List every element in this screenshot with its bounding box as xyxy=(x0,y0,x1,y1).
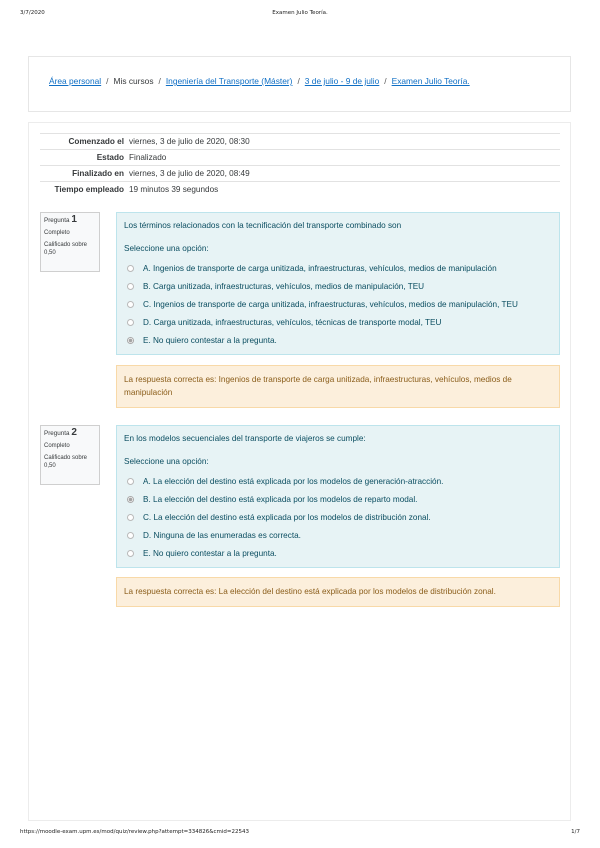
answer-option[interactable] xyxy=(124,526,552,544)
question-info-1 xyxy=(40,212,100,272)
answer-option[interactable] xyxy=(124,472,552,490)
summary-row-finished xyxy=(40,166,560,182)
radio-button[interactable] xyxy=(127,478,134,485)
correct-answer-feedback-2: La respuesta correcta es: La elección del destino está explicada por los modelos de distribución zonal. xyxy=(116,577,560,607)
summary-row-time xyxy=(40,182,560,198)
question-status: Completo xyxy=(44,230,70,236)
answer-option[interactable] xyxy=(124,331,552,349)
option-label: D. Ninguna de las enumeradas es correcta. xyxy=(143,530,301,540)
summary-value: Finalizado xyxy=(129,153,167,162)
answer-prompt: Seleccione una opción: xyxy=(124,244,209,253)
option-label: B. La elección del destino está explicada por los modelos de reparto modal. xyxy=(143,494,418,504)
correct-answer-feedback-1: La respuesta correcta es: Ingenios de transporte de carga unitizada, infraestructuras, vehículos, medios de manipulación xyxy=(116,365,560,408)
answer-prompt: Seleccione una opción: xyxy=(124,457,209,466)
breadcrumb-course-link[interactable]: Ingeniería del Transporte (Máster) xyxy=(165,76,293,86)
summary-row-started xyxy=(40,134,560,150)
answer-option[interactable] xyxy=(124,313,552,331)
breadcrumb-my-courses: Mis cursos xyxy=(113,76,154,86)
print-date: 3/7/2020 xyxy=(20,10,45,16)
answer-option[interactable] xyxy=(124,544,552,562)
question-status: Completo xyxy=(44,443,70,449)
breadcrumb-home-link[interactable]: Área personal xyxy=(49,76,102,86)
radio-button-selected[interactable] xyxy=(127,337,134,344)
print-page-number: 1/7 xyxy=(571,829,580,835)
summary-row-state xyxy=(40,150,560,166)
option-label: D. Carga unitizada, infraestructuras, vehículos, técnicas de transporte modal, TEU xyxy=(143,317,442,327)
print-title: Examen Julio Teoría. xyxy=(272,10,328,16)
question-number: Pregunta 1 xyxy=(44,214,77,225)
radio-button[interactable] xyxy=(127,301,134,308)
option-label: C. La elección del destino está explicada por los modelos de distribución zonal. xyxy=(143,512,431,522)
breadcrumb-panel xyxy=(28,56,571,112)
attempt-summary-table xyxy=(40,133,560,197)
breadcrumb-separator: / xyxy=(384,76,387,86)
radio-button[interactable] xyxy=(127,319,134,326)
print-header xyxy=(0,10,600,18)
radio-button[interactable] xyxy=(127,283,134,290)
question-text: En los modelos secuenciales del transporte de viajeros se cumple: xyxy=(124,434,366,443)
radio-button[interactable] xyxy=(127,550,134,557)
breadcrumb-quiz-link[interactable]: Examen Julio Teoría. xyxy=(391,76,470,86)
answer-option[interactable] xyxy=(124,277,552,295)
option-label: A. Ingenios de transporte de carga unitizada, infraestructuras, vehículos, medios de manipulación xyxy=(143,263,497,273)
answer-option[interactable] xyxy=(124,508,552,526)
summary-value: 19 minutos 39 segundos xyxy=(129,185,219,194)
question-content-2 xyxy=(116,425,560,568)
option-label: A. La elección del destino está explicada por los modelos de generación-atracción. xyxy=(143,476,444,486)
breadcrumb-separator: / xyxy=(297,76,300,86)
question-content-1 xyxy=(116,212,560,355)
question-grade: Calificado sobre 0,50 xyxy=(44,455,88,469)
question-number: Pregunta 2 xyxy=(44,427,77,438)
radio-button[interactable] xyxy=(127,532,134,539)
breadcrumb-separator: / xyxy=(106,76,109,86)
summary-value: viernes, 3 de julio de 2020, 08:30 xyxy=(129,137,250,146)
option-label: E. No quiero contestar a la pregunta. xyxy=(143,548,277,558)
radio-button[interactable] xyxy=(127,265,134,272)
option-label: B. Carga unitizada, infraestructuras, vehículos, medios de manipulación, TEU xyxy=(143,281,425,291)
summary-label: Tiempo empleado xyxy=(54,185,124,194)
summary-label: Comenzado el xyxy=(68,137,124,146)
answer-option[interactable] xyxy=(124,295,552,313)
option-label: E. No quiero contestar a la pregunta. xyxy=(143,335,277,345)
summary-value: viernes, 3 de julio de 2020, 08:49 xyxy=(129,169,250,178)
radio-button-selected[interactable] xyxy=(127,496,134,503)
answer-option[interactable] xyxy=(124,490,552,508)
print-url: https://moodle-exam.upm.es/mod/quiz/review.php?attempt=334826&cmid=22543 xyxy=(20,829,249,835)
question-info-2 xyxy=(40,425,100,485)
question-grade: Calificado sobre 0,50 xyxy=(44,242,88,256)
summary-label: Finalizado en xyxy=(72,169,124,178)
answer-option[interactable] xyxy=(124,259,552,277)
breadcrumb-section-link[interactable]: 3 de julio - 9 de julio xyxy=(304,76,380,86)
breadcrumb-separator: / xyxy=(158,76,161,86)
radio-button[interactable] xyxy=(127,514,134,521)
breadcrumb xyxy=(49,76,470,86)
summary-label: Estado xyxy=(96,153,124,162)
option-label: C. Ingenios de transporte de carga unitizada, infraestructuras, vehículos, medios de manipulación, TEU xyxy=(143,299,518,309)
print-footer xyxy=(0,829,600,837)
question-text: Los términos relacionados con la tecnificación del transporte combinado son xyxy=(124,221,402,230)
